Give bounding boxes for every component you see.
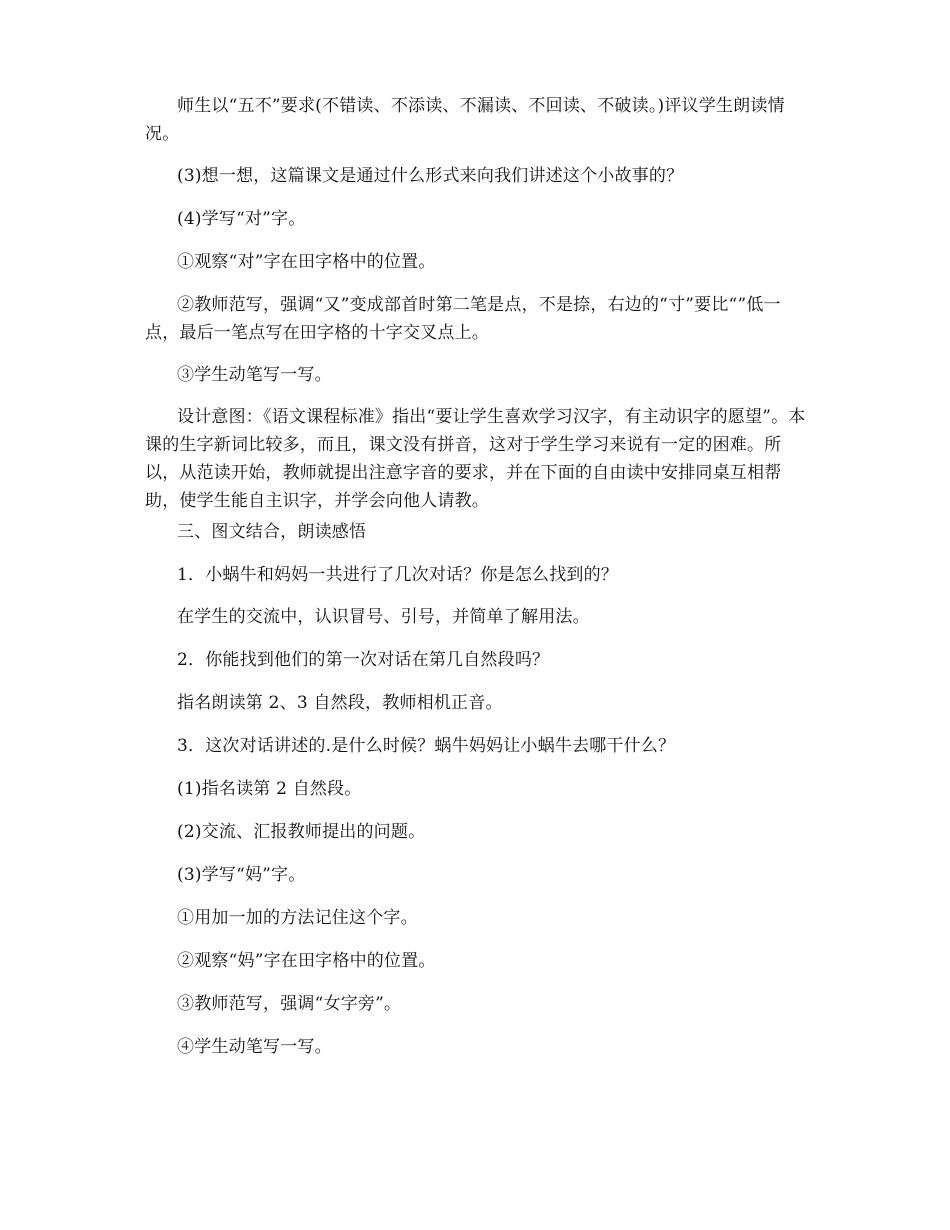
paragraph-read-aloud: 指名朗读第 2、3 自然段，教师相机正音。 xyxy=(177,693,503,713)
paragraph-q3-when: 3．这次对话讲述的.是什么时候？蜗牛妈妈让小蜗牛去哪干什么？ xyxy=(177,736,676,756)
paragraph-teacher-demo-ma: ③教师范写，强调“女字旁”。 xyxy=(177,994,402,1014)
section-heading-3: 三、图文结合，朗读感悟 xyxy=(177,522,367,542)
paragraph-student-write-ma: ④学生动笔写一写。 xyxy=(177,1037,332,1057)
paragraph-student-write-dui: ③学生动笔写一写。 xyxy=(177,365,332,385)
paragraph-discuss: (2)交流、汇报教师提出的问题。 xyxy=(177,822,426,842)
paragraph-observe-ma: ②观察“妈”字在田字格中的位置。 xyxy=(177,951,436,971)
paragraph-design-intent: 设计意图：《语文课程标准》指出“要让学生喜欢学习汉字，有主动识字的愿望”。本课的生字新词比较多，而且，课文没有拼音，这对于学生学习来说有一定的困难。所以，从范读开始，教师就提出注意字音的要求，并在下面的自由读中安排同桌互相帮助，使学生能自主识字，并学会向他人请教。 xyxy=(145,407,806,511)
paragraph-observe-dui: ①观察“对”字在田字格中的位置。 xyxy=(177,252,436,272)
paragraph-write-dui: (4)学写“对”字。 xyxy=(177,209,306,229)
paragraph-question-form: (3)想一想，这篇课文是通过什么形式来向我们讲述这个小故事的？ xyxy=(177,166,684,186)
paragraph-write-ma: (3)学写“妈”字。 xyxy=(177,865,306,885)
paragraph-reading-evaluation: 师生以“五不”要求(不错读、不添读、不漏读、不回读、不破读。)评议学生朗读情况。 xyxy=(145,96,785,144)
paragraph-q1-dialogues: 1．小蜗牛和妈妈一共进行了几次对话？你是怎么找到的？ xyxy=(177,565,619,585)
paragraph-punctuation: 在学生的交流中，认识冒号、引号，并简单了解用法。 xyxy=(177,607,590,627)
paragraph-read-para2: (1)指名读第 2 自然段。 xyxy=(177,779,362,799)
paragraph-q2-first-dialogue: 2．你能找到他们的第一次对话在第几自然段吗？ xyxy=(177,650,550,670)
paragraph-teacher-demo-dui: ②教师范写，强调“又”变成部首时第二笔是点，不是捺，右边的“寸”要比“”低一点，最后一笔点写在田字格的十字交叉点上。 xyxy=(145,295,781,343)
paragraph-add-method: ①用加一加的方法记住这个字。 xyxy=(177,908,418,928)
